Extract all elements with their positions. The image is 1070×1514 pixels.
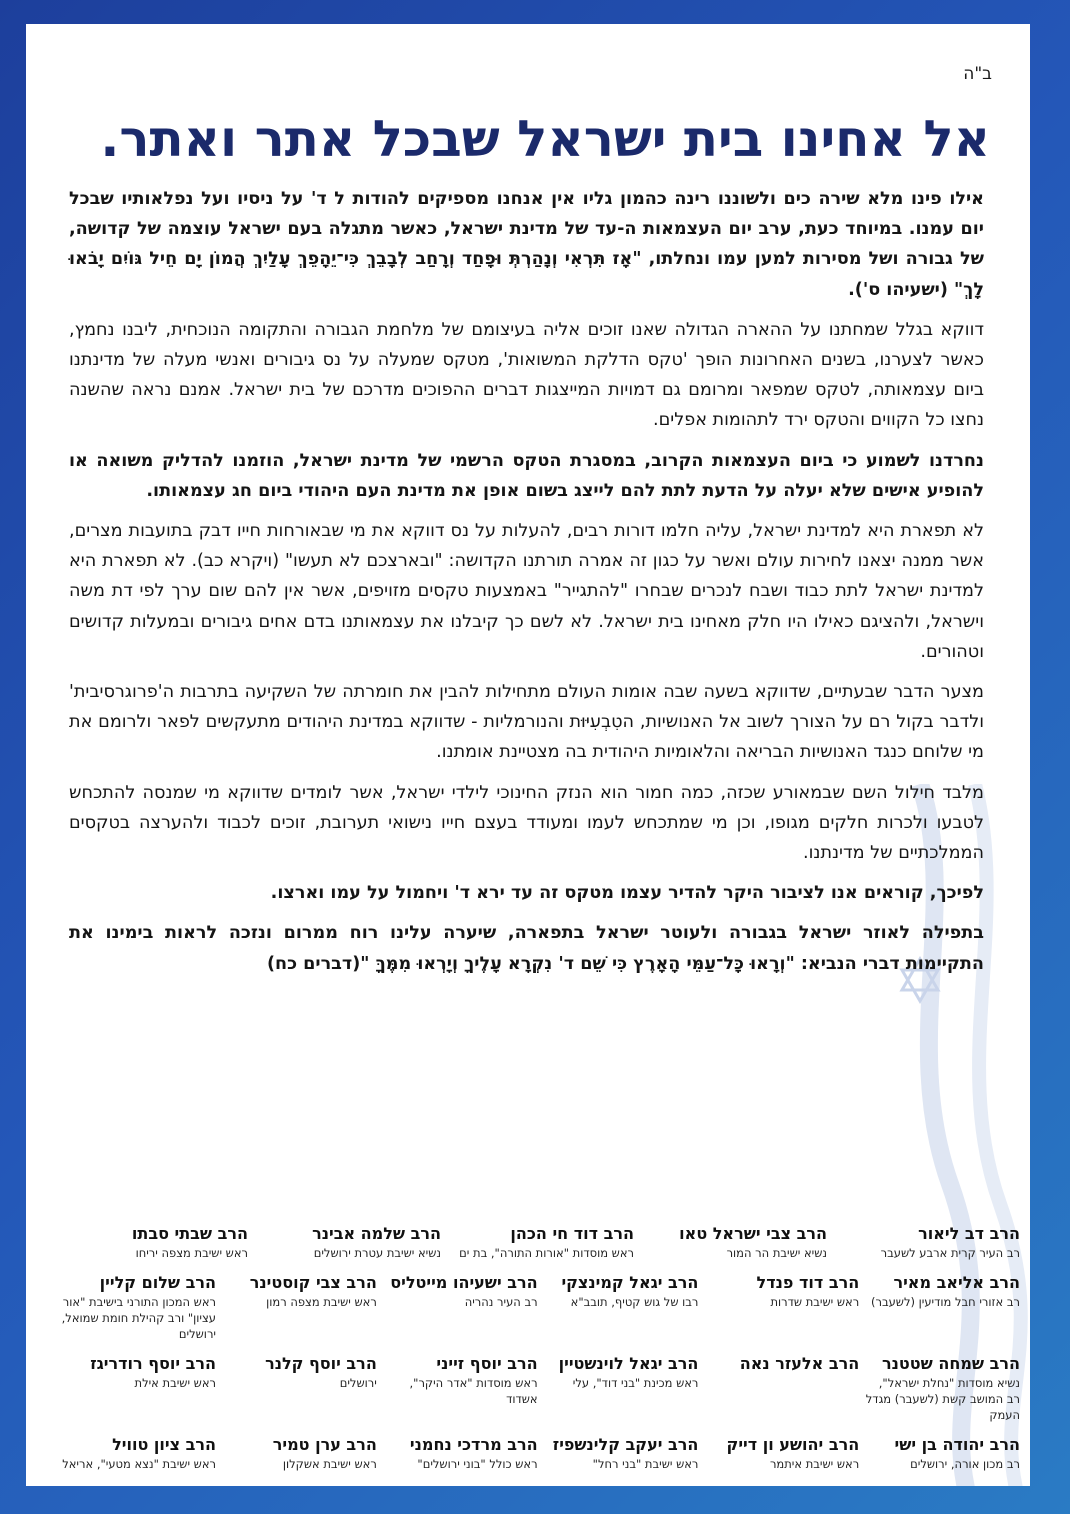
paragraph: מצער הדבר שבעתיים, שדווקא בשעה שבה אומות העולם מתחילות להבין את חומרתה של השקיעה בתרבות ה'פרוגרסיבית' ולדבר בקול רם על הצורך לשוב אל האנושיות, הטִבְעִיּוּת והנורמליות - שדווקא במדינת היהודים מתעקשים לפאר ולרומם את מי שלוחם כנגד האנושיות הבריאה והלאומיות היהודית בה מצטיינת אומתנו. <box>69 682 984 763</box>
signatory-name: הרב ציון טוויל <box>112 1435 217 1454</box>
paragraph: בתפילה לאוזר ישראל בגבורה ולעוטר ישראל בתפארה, שיערה עלינו רוח ממרום ונזכה לראות בימינו את התקיימות דברי הנביא: "וְרָאוּ כָּל־עַמֵּי הָאָרֶץ כִּי שֵׁם ד' נִקְרָא עָלֶיךָ וְיָרְאוּ מִמֶּךָּ "(דברים כח) <box>69 923 984 974</box>
signatory-name: הרב דוד פנדל <box>756 1273 860 1292</box>
signatory <box>60 1224 248 1261</box>
signatory <box>221 1354 377 1423</box>
signatory-name: הרב יוסף רודריגז <box>90 1354 217 1373</box>
signatory <box>221 1435 377 1472</box>
signatory-name: הרב יהושע ון דייק <box>726 1435 860 1454</box>
signatory-name: הרב צבי ישראל טאו <box>679 1224 827 1243</box>
signatory-name: הרב שלמה אבינר <box>312 1224 441 1243</box>
paragraph: לפיכך, קוראים אנו לציבור היקר להדיר עצמו מטקס זה עד ירא ד' ויחמול על עמו וארצו. <box>270 883 984 904</box>
signatory-row <box>60 1273 1020 1342</box>
signatory <box>221 1273 377 1342</box>
signatory <box>382 1435 538 1472</box>
signatory-name: הרב יגאל קמינצקי <box>561 1273 699 1292</box>
page-title: אל אחינו בית ישראל שבכל אתר ואתר. <box>100 110 990 168</box>
signatory <box>542 1354 698 1423</box>
signatory <box>253 1224 441 1261</box>
paragraph: דווקא בגלל שמחתנו על ההארה הגדולה שאנו זוכים אליה בעיצומם של מלחמת הגבורה והתקומה הנוכחית, ליבנו נחמץ, כאשר לצערנו, בשנים האחרונות הופך 'טקס הדלקת המשואות', מטקס שמעלה על נס גיבורים ואנשי מעלה של מדינתנו ביום עצמאותה, לטקס שמפאר ומרומם גם דמויות המייצגות דברים ההפוכים מדרכם של בית ישראל. אמנם נראה שהשנה נחצו כל הקווים והטקס ירד לתהומות אפלים. <box>69 319 984 431</box>
signatory <box>639 1224 827 1261</box>
signatory-role: נשיא מוסדות "נחלת ישראל", רב המושב קשת (לשעבר) מגדל העמק <box>865 1376 1020 1422</box>
paragraph: מלבד חילול השם שבמאורע שכזה, כמה חמור הוא הנזק החינוכי לילדי ישראל, אשר לומדים שדווקא מי שמנסה להתכחש לטבעו ולכרות חלקים מגופו, וכן מי שמתכחש לעמו ומעודד בעצם חייו נישואי תערובת, זוכים לכבוד ולהערצה בטקסים הממלכתיים של מדינתנו. <box>69 782 984 864</box>
bh-mark: ב"ה <box>963 64 992 84</box>
signatory-row <box>60 1354 1020 1423</box>
signatory-role: רב אזורי חבל מודיעין (לשעבר) <box>870 1295 1020 1309</box>
signatory-role: ראש מוסדות "אדר היקר", אשדוד <box>409 1376 538 1406</box>
signatory-name: הרב שלום קליין <box>99 1273 217 1292</box>
signatory-role: רבו של גוש קטיף, תובב"א <box>570 1295 699 1309</box>
signatory-role: ראש ישיבת אילת <box>134 1376 217 1390</box>
signatory-name: הרב יעקב קלינשפיז <box>552 1435 699 1454</box>
signatory-role: נשיא ישיבת עטרת ירושלים <box>313 1246 441 1260</box>
signatory <box>542 1273 698 1342</box>
signatory-name: הרב אלעזר נאה <box>739 1354 860 1373</box>
signatory-name: הרב ישעיהו מייטליס <box>390 1273 538 1292</box>
signatory-role: ראש ישיבת שדרות <box>770 1295 860 1309</box>
signatory <box>864 1435 1020 1472</box>
signatory <box>542 1435 698 1472</box>
signatory-role: ראש ישיבת אשקלון <box>282 1457 377 1471</box>
signatory <box>703 1435 859 1472</box>
signatory-name: הרב ערן טמיר <box>272 1435 377 1454</box>
paragraph: נחרדנו לשמוע כי ביום העצמאות הקרוב, במסגרת הטקס הרשמי של מדינת ישראל, הוזמנו להדליק משואה או להופיע אישים שלא יעלה על הדעת לתת להם לייצג בשום אופן את מדינת העם היהודי ביום חג עצמאותו. <box>69 450 984 501</box>
signatory-role: ראש כולל "בוני ירושלים" <box>417 1457 538 1471</box>
signatory-role: ראש ישיבת מצפה יריחו <box>135 1246 248 1260</box>
signatory <box>60 1435 216 1472</box>
signatory-name: הרב שמחה שטטנר <box>882 1354 1020 1373</box>
signatory-role: נשיא ישיבת הר המור <box>726 1246 827 1260</box>
signatory-role: רב העיר קרית ארבע לשעבר <box>880 1246 1020 1260</box>
signatory-name: הרב יוסף קלנר <box>265 1354 377 1373</box>
letter-body <box>69 184 984 989</box>
signatory-role: ראש ישיבת מצפה רמון <box>266 1295 377 1309</box>
signatory <box>864 1273 1020 1342</box>
signatory-role: ראש מוסדות "אורות התורה", בת ים <box>459 1246 634 1260</box>
signatory <box>382 1354 538 1423</box>
signatory-role: רב מכון אורה, ירושלים <box>910 1457 1020 1471</box>
signatory-name: הרב מרדכי נחמני <box>409 1435 538 1454</box>
signatory <box>703 1273 859 1342</box>
signatory-role: ראש ישיבת "בני רחל" <box>592 1457 699 1471</box>
signatory-row <box>60 1435 1020 1472</box>
signatory-name: הרב יוסף זייני <box>436 1354 538 1373</box>
letter-page <box>26 24 1030 1486</box>
signatory-name: הרב דב ליאור <box>918 1224 1020 1243</box>
signatory-role: ראש המכון התורני בישיבת "אור עציון" ורב קהילת חומת שמואל, ירושלים <box>61 1295 217 1341</box>
signatory <box>382 1273 538 1342</box>
signatory <box>864 1354 1020 1423</box>
signatory-role: ירושלים <box>339 1376 377 1390</box>
signatory-role: ראש ישיבת איתמר <box>769 1457 860 1471</box>
signatory <box>60 1273 216 1342</box>
signatory-role: רב העיר נהריה <box>464 1295 538 1309</box>
signatory-name: הרב דוד חי הכהן <box>510 1224 634 1243</box>
signatories <box>60 1224 1020 1484</box>
signatory <box>446 1224 634 1261</box>
signatory-role: ראש ישיבת "נצא מטעי", אריאל <box>62 1457 217 1471</box>
signatory-role: ראש מכינת "בני דוד", עלי <box>572 1376 699 1390</box>
signatory <box>832 1224 1020 1261</box>
signatory <box>60 1354 216 1423</box>
signatory-name: הרב צבי קוסטינר <box>249 1273 377 1292</box>
paragraph: לא תפארת היא למדינת ישראל, עליה חלמו דורות רבים, להעלות על נס דווקא את מי שבאורחות חייו דבק בתועבות מצרים, אשר ממנה יצאנו לחירות עולם ואשר על כגון זה אמרה תורתנו הקדושה: "ובארצכם לא תעשו" (ויקרא כב). לא תפארת היא למדינת ישראל לתת כבוד ושבח לנכרים שבחרו "להתגייר" באמצעות טקסים מזויפים, אשר אין להם שום ערך לפי דת משה וישראל, ולהציגם כאילו היו חלק מאחינו בית ישראל. לא לשם כך קיבלנו את עצמאותנו בדם אחים גיבורים ובמעלות קדושים וטהורים. <box>69 521 984 662</box>
signatory-name: הרב יהודה בן ישי <box>894 1435 1020 1454</box>
signatory-name: הרב אליאב מאיר <box>893 1273 1020 1292</box>
signatory-name: הרב שבתי סבתו <box>131 1224 248 1243</box>
paragraph: אילו פינו מלא שירה כים ולשוננו רינה כהמון גליו אין אנחנו מספיקים להודות ל ד' על ניסיו ועל נפלאותיו שבכל יום עמנו. במיוחד כעת, ערב יום העצמאות ה-עד של מדינת ישראל, כאשר מתגלה בעם ישראל עוצמה של קדושה, של גבורה ושל מסירות למען עמו ונחלתו, "אָז תִּרְאִי וְנָהַרְתְּ וּפָחַד וְרָחַב לְבָבֵךְ כִּי־יֵהָפֵךְ עָלַיִךְ הֲמוֹן יָם חֵיל גּוֹיִם יָבֹאוּ לָךְ" (ישעיהו ס'). <box>69 189 984 300</box>
signatory-row <box>60 1224 1020 1261</box>
signatory <box>703 1354 859 1423</box>
signatory-name: הרב יגאל לוינשטיין <box>558 1354 699 1373</box>
